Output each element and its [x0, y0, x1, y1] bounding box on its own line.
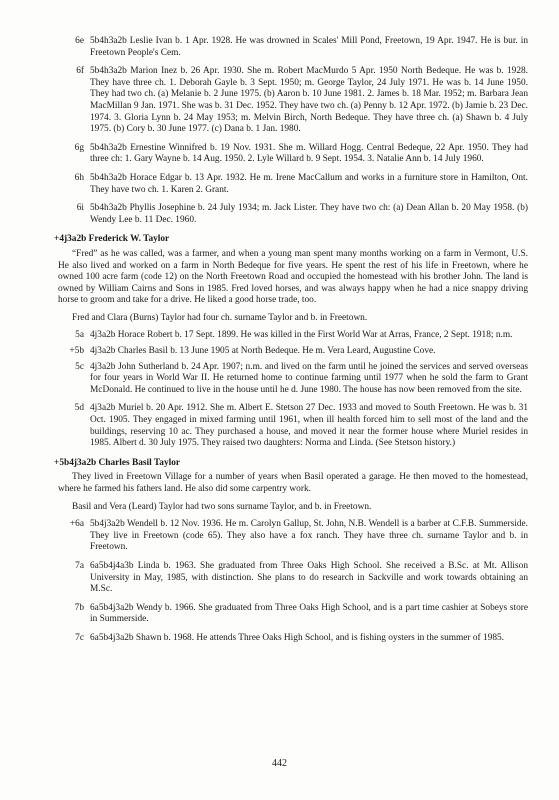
entry-text: 5b4h3a2b Leslie Ivan b. 1 Apr. 1928. He was drowned in Scales' Mill Pond, Freetown, 19 Apr. 1947. He is bur. in Freetown People's Cem. — [90, 36, 528, 58]
entry-marker: 5a — [75, 330, 84, 341]
genealogy-entry-5d — [58, 403, 528, 449]
section-paragraph: Fred and Clara (Burns) Taylor had four ch. surname Taylor and b. in Freetown. — [72, 312, 368, 323]
genealogy-entry-7c — [58, 633, 528, 645]
entry-marker: 6e — [75, 36, 84, 46]
entry-text: 6a5b4j3a2b Shawn b. 1968. He attends Three Oaks High School, and is fishing oysters in the summer of 1985. — [90, 632, 505, 643]
entry-text: 4j3a2b Charles Basil b. 13 June 1905 at North Bedeque. He m. Vera Leard, Augustine Cove. — [90, 346, 436, 357]
genealogy-entry-5c — [58, 362, 528, 397]
genealogy-entry-5b — [58, 346, 528, 358]
genealogy-entry-6a — [58, 519, 528, 554]
genealogy-entry-7a — [58, 561, 528, 596]
entry-text: 4j3a2b John Sutherland b. 24 Apr. 1907; n.m. and lived on the farm until he joined the services and served overseas for four years in World War II. He returned home to continue farming until 1977 when he sold the farm to Grant McDonald. He continued to live in the house until he d. June 1980. The house has now been removed from the site. — [90, 361, 528, 395]
entry-marker: 5d — [74, 403, 84, 414]
entry-marker: 6h — [74, 172, 84, 183]
section-paragraph: “Fred” as he was called, was a farmer, and when a young man spent many months working on a farm in Vermont, U.S. He also lived and worked on a farm in North Bedeque for five years. He spent the rest of his life in Freetown, where he owned 100 acre farm (code 12) on the North Freetown Road and occupied the homestead with his brother John. The land is owned by William Cairns and Sons in 1985. Fred loved horses, and was always happy when he had a nice snappy driving horse to groom and take for a drive. He liked a good horse trade, too. — [58, 248, 528, 306]
entry-text: 5b4j3a2b Wendell b. 12 Nov. 1936. He m. Carolyn Gallup, St. John, N.B. Wendell is a barber at C.F.B. Summerside. They live in Freetown (code 65). They also have a fox ranch. They have three ch. surname Taylor and b. in Freetown. — [90, 519, 528, 553]
section-heading-charles: +5b4j3a2b Charles Basil Taylor — [54, 457, 181, 468]
entry-marker: 5c — [75, 361, 84, 372]
page-number: 442 — [272, 758, 287, 769]
genealogy-entry-6g — [58, 143, 528, 166]
entry-text: 5b4h3a2b Horace Edgar b. 13 Apr. 1932. He m. Irene MacCallum and works in a furniture store in Hamilton, Ont. They have two ch. 1. Karen 2. Grant. — [90, 172, 528, 195]
genealogy-entry-7b — [58, 603, 528, 626]
entry-text: 5b4h3a2b Marion Inez b. 26 Apr. 1930. She m. Robert MacMurdo 5 Apr. 1950 North Bedeque. He was b. 1928. They have three ch. 1. Deborah Gayle b. 3 Sept. 1950; m. George Taylor, 24 July 1971. He was b. 14 June 1950. They had two ch. (a) Melanie b. 2 June 1975. (b) Aaron b. 10 June 1981. 2. James b. 18 Mar. 1952; m. Barbara Jean MacMillan 9 Jan. 1971. She was b. 31 Dec. 1952. They have two ch. (a) Penny b. 12 Apr. 1972. (b) Jamie b. 23 Dec. 1974. 3. Gloria Lynn b. 24 May 1953; m. Melvin Birch, North Bedeque. They have three ch. (a) Shawn b. 4 July 1975. (b) Cory b. 30 June 1977. (c) Dana b. 1 Jan. 1980. — [90, 66, 528, 135]
entry-marker: 6i — [76, 203, 84, 214]
section-paragraph: They lived in Freetown Village for a number of years when Basil operated a garage. He then moved to the homestead, where he farmed his fathers land. He also did some carpentry work. — [58, 472, 528, 494]
entry-marker: +5b — [69, 346, 84, 357]
entry-text: 4j3a2b Horace Robert b. 17 Sept. 1899. He was killed in the First World War at Arras, France, 2 Sept. 1918; n.m. — [90, 330, 513, 341]
genealogy-entry-6h — [58, 173, 528, 196]
entry-marker: 7c — [75, 632, 84, 643]
entry-marker: 7a — [75, 560, 84, 571]
section-paragraph: Basil and Vera (Leard) Taylor had two sons surname Taylor, and b. in Freetown. — [72, 501, 372, 512]
entry-text: 5b4h3a2b Phyllis Josephine b. 24 July 1934; m. Jack Lister. They have two ch: (a) Dean Allan b. 20 May 1958. (b) Wendy Lee b. 11 Dec. 1960. — [90, 203, 528, 225]
entry-marker: 6g — [74, 142, 84, 153]
entry-text: 6a5b4j4a3b Linda b. 1963. She graduated from Three Oaks High School. She received a B.Sc. at Mt. Allison University in May, 1985, with distinction. She plans to do research in Sackville and work towards obtaining an M.Sc. — [90, 560, 528, 595]
entry-marker: 7b — [74, 602, 84, 613]
genealogy-entry-6i — [58, 203, 528, 226]
entry-text: 5b4h3a2b Ernestine Winnifred b. 19 Nov. 1931. She m. Willard Hogg. Central Bedeque, 22 Apr. 1950. They had three ch: 1. Gary Wayne b. 14 Aug. 1950. 2. Lyle Willard b. 9 Sept. 1954. 3. Natalie Ann b. 14 July 1960. — [90, 142, 528, 165]
page-content — [54, 36, 528, 652]
entry-text: 6a5b4j3a2b Wendy b. 1966. She graduated from Three Oaks High School, and is a part time cashier at Sobeys store in Summerside. — [90, 602, 528, 625]
genealogy-entry-6f — [58, 66, 528, 136]
genealogy-entry-5a — [58, 330, 528, 342]
entry-marker: 6f — [76, 66, 84, 77]
entry-marker: +6a — [69, 519, 84, 530]
entry-text: 4j3a2b Muriel b. 20 Apr. 1912. She m. Albert E. Stetson 27 Dec. 1933 and moved to South Freetown. He was b. 31 Oct. 1905. They engaged in mixed farming until 1961, when ill health forced him to sell most of the land and the buildings, reserving 10 ac. They purchased a house, and moved it near the former house where Muriel resides in 1985. Albert d. 30 July 1975. They raised two daughters: Norma and Linda. (See Stetson history.) — [90, 403, 528, 449]
section-heading-frederick: +4j3a2b Frederick W. Taylor — [54, 234, 170, 245]
genealogy-entry-6e — [58, 36, 528, 59]
